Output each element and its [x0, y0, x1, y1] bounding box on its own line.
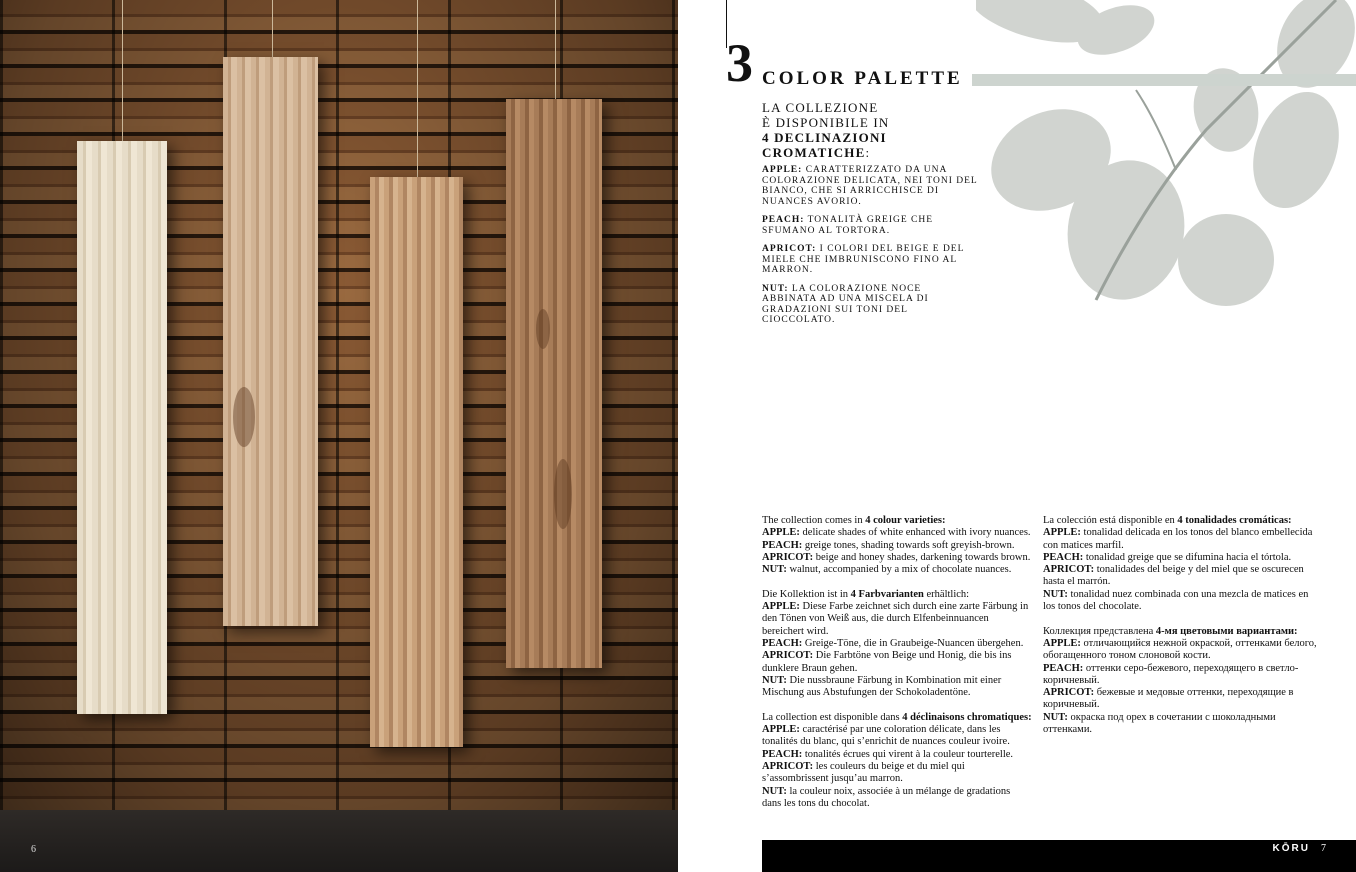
italian-intro: LA COLLEZIONE È DISPONIBILE IN 4 DECLINAZIONI CROMATICHE:	[762, 100, 890, 160]
plank-peach	[223, 57, 318, 626]
floor	[0, 810, 678, 872]
section-number: 3	[726, 33, 753, 93]
section-title: COLOR PALETTE	[762, 68, 963, 89]
russian-block: Коллекция представлена 4-мя цветовыми вариантами: APPLE: отличающийся нежной окраской, оттенками белого, обогащенного тоном слоновой кости. PEACH: оттенки серо-бежевого, переходящего в светло-коричневый. APRICOT: бежевые и медовые оттенки, переходящие в коричневый. NUT: окраска под орех в сочетании с шоколадными оттенками.	[1043, 625, 1317, 736]
hanging-string	[555, 0, 556, 108]
italian-item: PEACH: TONALITÀ GREIGE CHE SFUMANO AL TORTORA.	[762, 215, 934, 236]
page-number-right: 7	[1321, 843, 1326, 854]
italian-item: NUT: LA COLORAZIONE NOCE ABBINATA AD UNA MISCELA DI GRADAZIONI SUI TONI DEL CIOCCOLATO.	[762, 283, 929, 325]
german-block: Die Kollektion ist in 4 Farbvarianten erhältlich: APPLE: Diese Farbe zeichnet sich durch eine zarte Färbung in den Tönen von Weiß aus, die durch Elfenbeinnuancen bereichert wird. PEACH: Greige-Töne, die in Graubeige-Nuancen übergehen. APRICOT: Die Farbtöne von Beige und Honig, die bis ins dunklere Braun gehen. NUT: Die nussbraune Färbung in Kombination mit einer Mischung aus Abstufungen der Schokoladentöne.	[762, 588, 1029, 699]
italian-color-list	[762, 165, 978, 334]
text-page	[678, 0, 1356, 872]
leaf-illustration	[976, 0, 1356, 320]
plank-apple	[77, 141, 167, 714]
spanish-block: La colección está disponible en 4 tonalidades cromáticas: APPLE: tonalidad delicada en los tonos del blanco embellecida con matices marfil. PEACH: tonalidad greige que se difumina hacia el tórtola. APRICOT: tonalidades del beige y del miel que se oscurecen hasta el marrón. NUT: tonalidad nuez combinada con una mezcla de matices en los tonos del chocolate.	[1043, 515, 1313, 613]
plank-apricot	[370, 177, 463, 747]
title-bar	[972, 74, 1356, 86]
hanging-string	[417, 0, 418, 186]
italian-item: APRICOT: I COLORI DEL BEIGE E DEL MIELE CHE IMBRUNISCONO FINO AL MARRON.	[762, 244, 965, 275]
page-number-left: 6	[31, 844, 36, 855]
hanging-string	[122, 0, 123, 150]
english-block: The collection comes in 4 colour varieties: APPLE: delicate shades of white enhanced with ivory nuances. PEACH: greige tones, shading towards soft greyish-brown. APRICOT: beige and honey shades, darkening towards brown. NUT: walnut, accompanied by a mix of chocolate nuances.	[762, 515, 1031, 576]
french-block: La collection est disponible dans 4 déclinaisons chromatiques: APPLE: caractérisé par une coloration délicate, dans les tonalités du blanc, qui s’enrichit de nuances couleur ivoire. PEACH: tonalités écrues qui virent à la couleur tourterelle. APRICOT: les couleurs du beige et du miel qui s’assombrissent jusqu’au marron. NUT: la couleur noix, associée à un mélange de gradations dans les tons du chocolat.	[762, 711, 1032, 809]
translations-column-right	[1043, 515, 1323, 749]
brand-logo: KŌRU	[1272, 843, 1310, 854]
translations-column-left	[762, 515, 1032, 822]
plank-nut	[506, 99, 602, 668]
footer-bar	[762, 840, 1356, 872]
italian-item: APPLE: CARATTERIZZATO DA UNA COLORAZIONE DELICATA, NEI TONI DEL BIANCO, CHE SI ARRICCHISCE DI NUANCES AVORIO.	[762, 165, 978, 207]
